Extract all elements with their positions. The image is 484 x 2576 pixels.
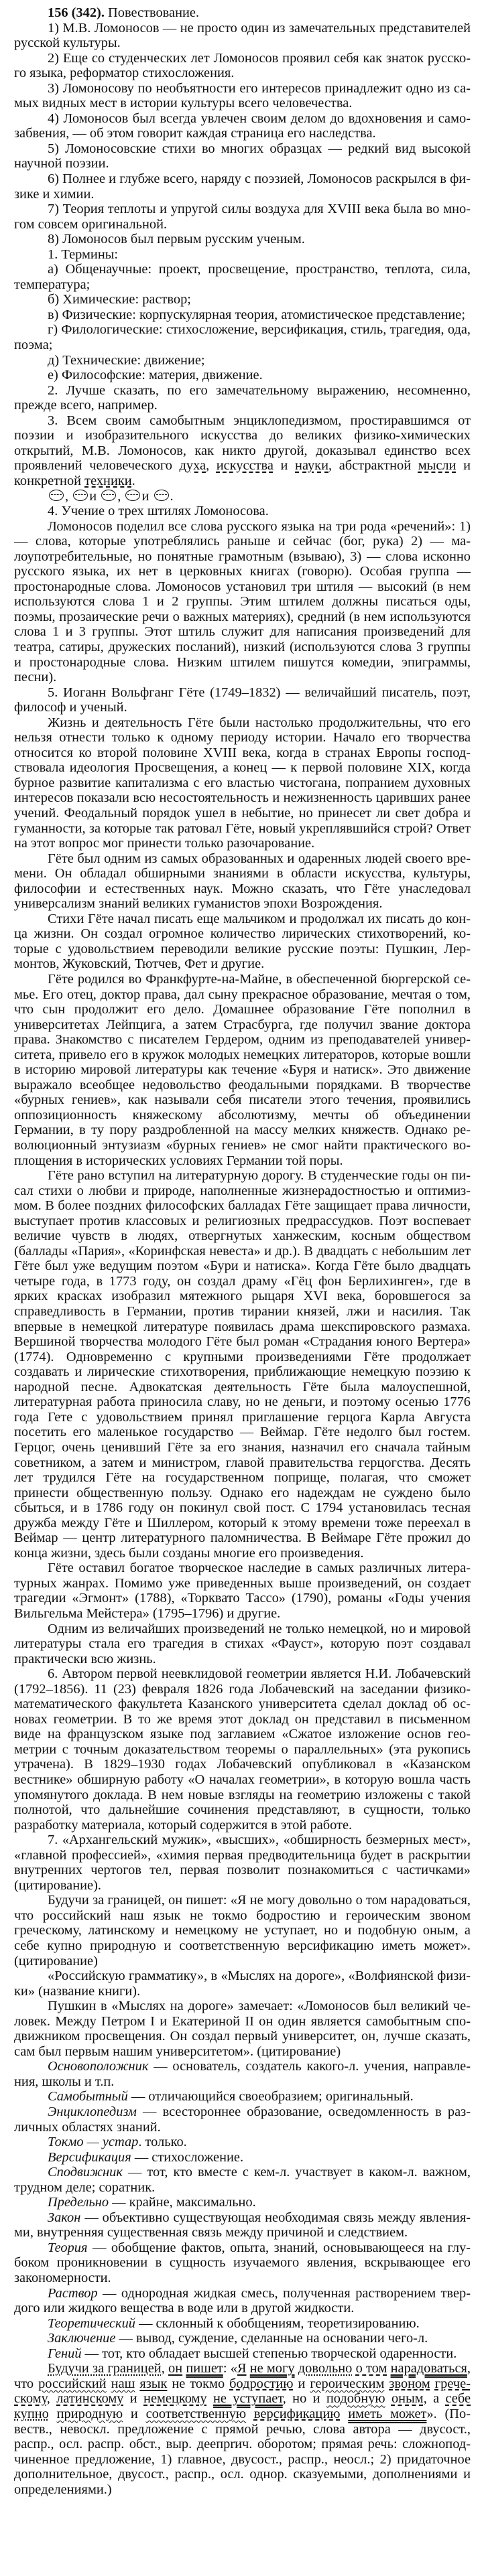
paragraph <box>14 51 471 81</box>
object-oval-symbol-icon <box>73 490 88 501</box>
text-segment <box>385 2391 391 2406</box>
glossary-term: Самобытный <box>48 2089 128 2104</box>
text-segment: Гёте оставил богатое творческое наследие в самых различных литературных жанрах. Помимо уже приведенных выше произведений, он создает трагедии «Эгмонт» (1788), «Торквато Тассо» (1790), романы «Годы учения Вильгельма Мейстера» (1795–1796) и другие. <box>14 1561 471 1621</box>
underlined-sentence-part: не уступает <box>213 2391 283 2407</box>
paragraph <box>14 912 471 972</box>
underlined-sentence-part: науки <box>295 458 328 474</box>
paragraph <box>14 413 471 489</box>
paragraph <box>14 2150 471 2165</box>
text-segment: ». (Повеств., невоскл. предложение с прямой речью, слова автора — двусост., распр., осл. распр. обст., выр. деепprич. оборотом; прямая речь: сложноподчиненное предложение, 1) главное, двусост., распр., неосл.; 2) придаточное дополнительное, двусост., распр., осл. однор. сказуемыми, дополнениями и определениями.) <box>14 2406 471 2497</box>
paragraph <box>14 353 471 368</box>
scheme-separator: и <box>141 488 149 504</box>
underlined-sentence-part: немецкому <box>143 2391 207 2407</box>
paragraph <box>14 1969 471 1999</box>
paragraph <box>14 519 471 685</box>
text-segment: и конкретной <box>14 458 471 488</box>
text-segment: 3. Всем своим самобытным энциклопедизмом, простиравшимся от поэзии и изобразительного искусства до великих физико-химических открытий, М.В. Ломоносов, как никто другой, доказывал единство всех проявлений человеческого <box>14 413 471 474</box>
underlined-sentence-part: наш <box>111 2376 135 2391</box>
text-segment: 5) Ломоносовские стихи во многих образцах — редкий вид высокой научной поэзии. <box>14 141 471 171</box>
underlined-sentence-part: о том <box>355 2361 387 2376</box>
paragraph <box>14 2089 471 2104</box>
glossary-term: Гений <box>48 2346 82 2361</box>
underlined-sentence-part: искусства <box>216 458 274 474</box>
text-segment: 7) Теория теплоты и упругой силы воздуха для XVIII века была во многом совсем оригинальной. <box>14 202 471 232</box>
text-segment: Гёте был одним из самых образованных и одаренных людей своего времени. Он обладал обширными знаниями в области искусства, культуры, философии и естественных наук. Можно сказать, что Гёте унаследовал универсализм знаний великих гуманистов эпохи Возрождения. <box>14 851 471 912</box>
object-oval-symbol-icon <box>101 490 116 501</box>
exercise-number: 156 (342). <box>48 5 105 20</box>
underlined-sentence-part: купно <box>14 2406 49 2421</box>
paragraph <box>14 2135 471 2150</box>
glossary-term: Закон <box>48 2210 81 2225</box>
paragraph <box>14 2361 471 2497</box>
underlined-sentence-part: довольно <box>298 2361 353 2376</box>
glossary-term: Раствор <box>48 2285 98 2301</box>
text-segment <box>207 2391 213 2406</box>
underlined-sentence-part: иметь может <box>348 2406 427 2421</box>
paragraph <box>14 1666 471 1833</box>
text-segment: 1) М.В. Ломоносов — не просто один из замечательных представителей русской культуры. <box>14 20 471 51</box>
text-segment: и <box>123 2391 144 2407</box>
text-segment: 1. Термины: <box>48 246 119 262</box>
text-segment: — объективно существующая необходимая связь между явлениями, внутренняя существенная связь между причиной и следствием. <box>14 2210 471 2240</box>
text-segment: Пушкин в «Мыслях на дороге» замечает: «Ломоносов был великий человек. Между Петром I и Екатериной II он один является самобытным сподвижником просвещения. Он создал первый университет, он, лучше сказать, сам был первым нашим университетом». (цитирование) <box>14 1999 471 2059</box>
underlined-sentence-part: героическим <box>310 2376 385 2391</box>
paragraph <box>14 2059 471 2089</box>
underlined-sentence-part: себе <box>445 2391 471 2407</box>
text-segment: е) Философские: материя, движение. <box>48 368 263 383</box>
paragraph <box>14 851 471 912</box>
text-segment: 7. «Архангельский мужик», «высших», «обширность безмерных мест», «главной профессией», «химия первая предводительница будет в раскрытии внутренних чертогов тел, первая позволит познакомиться с частичками» (цитирование). <box>14 1833 471 1893</box>
text-segment <box>107 2376 111 2391</box>
underlined-sentence-part: мысли <box>418 458 457 474</box>
text-segment <box>340 2407 348 2421</box>
text-segment: и <box>273 458 296 474</box>
glossary-term: Предельно <box>48 2195 109 2210</box>
text-segment <box>430 2376 435 2391</box>
text-segment: «Российскую грамматику», в «Мыслях на дороге», «Волфиянской физики» (название книги). <box>14 1969 471 1999</box>
text-segment: д) Технические: движение; <box>48 352 205 368</box>
text-segment: , абстрактной <box>328 458 418 474</box>
paragraph <box>14 111 471 141</box>
text-segment: 6) Полнее и глубже всего, наряду с поэзией, Ломоносов раскрылся в физике и химии. <box>14 171 471 202</box>
paragraph <box>14 1833 471 1893</box>
paragraph <box>14 972 471 1168</box>
underlined-sentence-part: звоном <box>389 2376 430 2391</box>
underlined-sentence-part: соответственную <box>145 2406 247 2421</box>
text-segment: 8) Ломоносов был первым русским ученым. <box>48 232 305 247</box>
text-segment: — обобщение фактов, опыта, знаний, основывающееся на глубоком проникновении в сущность изучаемого явления, вскрывающее его закономерности. <box>14 2240 471 2286</box>
paragraph <box>14 1622 471 1667</box>
paragraph <box>14 247 471 263</box>
paragraph <box>14 2195 471 2210</box>
text-segment: , <box>46 2391 57 2407</box>
paragraph <box>14 685 471 715</box>
underlined-sentence-part: духа <box>179 458 206 474</box>
text-segment: — всестороннее образование, осведомленность в различных областях знаний. <box>14 2104 471 2135</box>
object-oval-symbol-icon <box>49 490 64 501</box>
scheme-separator: , <box>65 488 69 504</box>
text-segment: не токмо <box>167 2376 230 2391</box>
underlined-sentence-part: нарадоваться <box>390 2361 467 2376</box>
paragraph <box>14 2331 471 2346</box>
underlined-sentence-part: язык <box>139 2376 168 2391</box>
underlined-sentence-part: Я <box>237 2361 247 2376</box>
underlined-sentence-part: техники <box>84 473 132 488</box>
underlined-sentence-part: российский <box>38 2376 107 2391</box>
scheme-separator: . <box>170 488 174 504</box>
paragraph <box>14 232 471 247</box>
text-segment: — склонный к обобщениям, теоретизированию. <box>135 2315 420 2331</box>
paragraph <box>14 2286 471 2316</box>
paragraph <box>14 292 471 307</box>
paragraph <box>14 262 471 292</box>
paragraph <box>14 171 471 202</box>
text-segment: : « <box>223 2361 237 2376</box>
text-segment: , но и <box>282 2391 326 2407</box>
underlined-sentence-part: Будучи за границей <box>48 2361 162 2376</box>
paragraph <box>14 2316 471 2332</box>
underlined-sentence-part: греческому <box>14 2376 471 2407</box>
underlined-sentence-part: он <box>168 2361 183 2376</box>
underlined-sentence-part: пишет <box>186 2361 223 2376</box>
underlined-sentence-part: подобную <box>326 2391 385 2407</box>
syntax-scheme <box>14 489 471 504</box>
underlined-sentence-part: природную <box>56 2406 123 2421</box>
glossary-term: Теория <box>48 2240 88 2255</box>
paragraph <box>14 1168 471 1561</box>
text-segment: — отличающийся своеобразием; оригинальный. <box>127 2089 414 2104</box>
glossary-term: Теоретический <box>48 2315 135 2331</box>
glossary-term: Токмо — устар <box>48 2135 139 2150</box>
text-segment: г) Филологические: стихосложение, версификация, стиль, трагедия, ода, поэма; <box>14 322 471 353</box>
scheme-separator: и <box>89 488 97 504</box>
text-segment: , что <box>14 2361 471 2391</box>
paragraph <box>14 1999 471 2059</box>
paragraph <box>14 1893 471 1969</box>
text-segment: , <box>161 2361 168 2376</box>
paragraph <box>14 2210 471 2240</box>
paragraph <box>14 322 471 352</box>
text-segment: Жизнь и деятельность Гёте были настолько продолжительны, что его нельзя отнести только к одному периоду истории. Начало его творчества относится ко второй половине XVIII века, когда в странах Европы господствовала идеология Просвещения, а конец — к первой половине XIX, когда бурное развитие капитализма с его властью чистогана, попранием духовных интересов показали всю несостоятельность и нежизненность царивших ранее учений. Феодальный порядок ушел в небытие, но принесет ли свет добра и гуманности, за которые так ратовал Гёте, новый укреплявшийся строй? Ответ на этот вопрос мог принести только разочарование. <box>14 715 471 851</box>
text-segment: — стихосложение. <box>131 2149 244 2165</box>
text-segment: Ломоносов поделил все слова русского языка на три рода «речений»: 1) — слова, которые употреблялись раньше и сейчас (бог, рука) 2) — малоупотребительные, но понятные грамотным (взываю), 3) — слова исконно русского языка, их нет в церковных книгах (говорю). Особая группа — простонародные слова. Ломоносов установил три штиля — высокий (в нем используются слова 1 и 2 группы. Этим штилем должны писаться оды, поэмы, прозаические речи о важных материях), средний (в нем используются слова 1 и 3 группы. Этот штиль служит для написания произведений для театра, сатиры, дружеских посланий), низкий (используются слова 3 группы и простонародные слова. Низким штилем пишутся комедии, эпиграммы, песни). <box>14 518 471 685</box>
text-segment: Одним из величайших произведений не только немецкой, но и мировой литературы стала его трагедия в стихах «Фауст», которую поэт создавал практически всю жизнь. <box>14 1621 471 1666</box>
text-segment: 5. Иоганн Вольфганг Гёте (1749–1832) — величайший писатель, поэт, философ и ученый. <box>14 685 471 715</box>
text-segment: 4) Ломоносов был всегда увлечен своим делом до вдохновения и самозабвения, — об этом говорит каждая страница его наследства. <box>14 111 471 141</box>
paragraph <box>14 504 471 519</box>
text-segment: 6. Автором первой неевклидовой геометрии является Н.И. Лобачевский (1792–1856). 11 (23) февраля 1826 года Лобачевский на заседании физико-математического факультета Казанского университета сделал доклад об основах геометрии. В то же время этот доклад он представил в письменном виде на французском языке под заглавием «Сжатое изложение основ геометрии с точным доказательством теоремы о параллельных» (эта рукопись утрачена). В 1829–1930 годах Лобачевский опубликовал в «Казанском вестнике» обширную работу «О началах геометрии», в которую вошла часть упомянутого доклада. В нем новые взгляды на геометрию изложены с такой полнотой, что дальнейшие сочинения представляют, в сущности, только разработку материала, который содержится в этой работе. <box>14 1666 471 1833</box>
text-segment: и <box>123 2406 146 2421</box>
text-segment: 2) Еще со студенческих лет Ломоносов проявил себя как знаток русского языка, реформатор стихосложения. <box>14 50 471 81</box>
paragraph <box>14 81 471 111</box>
scheme-separator: , <box>117 488 121 504</box>
text-segment <box>49 2407 57 2421</box>
text-segment: Будучи за границей, он пишет: «Я не могу довольно о том нарадоваться, что российский наш язык не токмо бодростию и героическим звоном греческому, латинскому и немецкому не уступает, но и подобную оным, а себе купно природную и соответственную версификацию иметь может». (цитирование) <box>14 1893 471 1969</box>
text-segment: в) Физические: корпускулярная теория, атомистическое представление; <box>48 307 465 322</box>
paragraph <box>14 368 471 383</box>
text-segment: 3) Ломоносову по необъятности его интересов принадлежит одно из самых видных мест в истории культуры всего человечества. <box>14 80 471 111</box>
text-segment: — основатель, создатель какого-л. учения, направления, школы и т.п. <box>14 2059 471 2089</box>
paragraph <box>14 202 471 232</box>
text-segment: 2. Лучше сказать, по его замечательному выражению, несомненно, прежде всего, например. <box>14 382 471 413</box>
glossary-term: Энциклопедизм <box>48 2104 137 2120</box>
object-oval-symbol-icon <box>125 490 140 501</box>
text-segment: Повествование. <box>104 5 200 20</box>
paragraph <box>14 2104 471 2135</box>
underlined-sentence-part: латинскому <box>56 2391 124 2407</box>
text-segment: и <box>293 2376 310 2391</box>
paragraph <box>14 383 471 413</box>
underlined-sentence-part: бодростию <box>229 2376 294 2391</box>
text-segment: Стихи Гёте начал писать еще мальчиком и продолжал их писать до конца жизни. Он создал огромное количество лирических стихотворений, которые с удовольствием переводили великие русские поэты: Пушкин, Лермонтов, Жуковский, Тютчев, Фет и другие. <box>14 911 471 972</box>
glossary-term: Версификация <box>48 2149 131 2165</box>
text-segment: — тот, кто вместе с кем-л. участвует в каком-л. важном, трудном деле; соратник. <box>14 2165 471 2195</box>
text-segment: Гёте родился во Франкфурте-на-Майне, в обеспеченной бюргерской семье. Его отец, доктор права, дал сыну прекрасное образование, мечтая о том, что сын продолжит его дело. Домашнее образование Гёте пополнил в университетах Лейпцига, а затем Страсбурга, где получил звание доктора права. Знакомство с писателем Гердером, одним из преподавателей университета, привело его в кружок молодых немецких литераторов, которые вошли в историю мировой литературы как течение «Буря и натиск». Это движение выражало всеобщее недовольство феодальными порядками. В творчестве «бурных гениев», как называли себя писатели этого течения, проявились оппозиционность княжескому абсолютизму, мечты об объединении Германии, в ту пору раздробленной на массу мелких княжеств. Однако революционный энтузиазм «бурных гениев» не смог найти практического воплощения в исторических условиях Германии той поры. <box>14 972 471 1168</box>
text-segment: — вывод, суждение, сделанные на основании чего-л. <box>115 2331 428 2346</box>
text-segment: , <box>206 458 217 474</box>
text-segment: — тот, кто обладает высшей степенью творческой одаренности. <box>81 2346 457 2361</box>
text-segment: Гёте рано вступил на литературную дорогу. В студенческие годы он писал стихи о любви и природе, наполненные жизнерадостностью и оптимизмом. В более поздних философских балладах Гёте защищает права личности, выступает против классовых и религиозных предрассудков. Поэт воспевает величие чувств в людях, отвергнутых ханжеским, косным обществом (баллады «Пария», «Коринфская невеста» и др.). В двадцать с небольшим лет Гёте был уже ведущим поэтом «Бури и натиска». Когда Гёте было двадцать четыре года, в 1773 году, он создал драму «Гёц фон Берлихинген», где в ярких красках изобразил мятежного рыцаря XVI века, боровшегося за справедливость в Германии, против тирании князей, лжи и насилия. Так впервые в немецкой литературе появилась драма шекспировского размаха. Вершиной творчества молодого Гёте был роман «Страдания юного Вертера» (1774). Одновременно с крупными произведениями Гёте продолжает создавать и лирические стихотворения, приближающие немецкую поэзию к народной песне. Адвокатская деятельность Гёте была малоуспешной, литературная работа приносила славу, но не деньги, и поэтому осенью 1776 года Гете с удовольствием принял приглашение герцога Карла Августа посетить его маленькое государство — Веймар. Гёте недолго был гостем. Герцог, очень ценивший Гёте за его знания, назначил его сначала тайным советником, а затем и министром, главой правительства герцогства. Десять лет трудился Гёте на государственном поприще, полагая, что сможет принести общественную пользу. Однако его надеждам не суждено было сбыться, и в 1786 году он покинул свой пост. С 1794 установилась тесная дружба между Гёте и Шиллером, который к этому времени тоже переехал в Веймар — центр литературного паломничества. В Веймаре Гёте прожил до конца жизни, здесь были созданы многие его произведения. <box>14 1168 471 1561</box>
paragraph <box>14 715 471 851</box>
paragraph <box>14 2240 471 2286</box>
paragraph <box>14 307 471 323</box>
paragraph <box>14 2346 471 2362</box>
glossary-term: Заключение <box>48 2331 116 2346</box>
object-oval-symbol-icon <box>154 490 169 501</box>
paragraph <box>14 1561 471 1621</box>
text-segment <box>246 2407 254 2421</box>
text-segment: — крайне, максимально. <box>109 2195 256 2210</box>
text-segment: , а <box>423 2391 446 2407</box>
paragraph <box>14 141 471 171</box>
paragraph <box>14 2165 471 2195</box>
text-segment: а) Общенаучные: проект, просвещение, пространство, теплота, сила, температура; <box>14 262 471 292</box>
text-segment: б) Химические: раствор; <box>48 292 191 307</box>
text-segment: . <box>131 473 135 488</box>
underlined-sentence-part: не могу <box>249 2361 295 2376</box>
underlined-sentence-part: оным <box>391 2391 424 2407</box>
paragraph <box>14 21 471 51</box>
glossary-term: Сподвижник <box>48 2165 123 2180</box>
text-segment: — однородная жидкая смесь, полученная растворением твердого или жидкого вещества в воде или в другой жидкости. <box>14 2285 471 2316</box>
text-segment: 4. Учение о трех штилях Ломоносова. <box>48 504 269 519</box>
glossary-term: Основоположник <box>48 2059 149 2074</box>
underlined-sentence-part: версификацию <box>253 2406 341 2421</box>
text-segment: . только. <box>138 2135 187 2150</box>
exercise-heading <box>14 5 471 21</box>
